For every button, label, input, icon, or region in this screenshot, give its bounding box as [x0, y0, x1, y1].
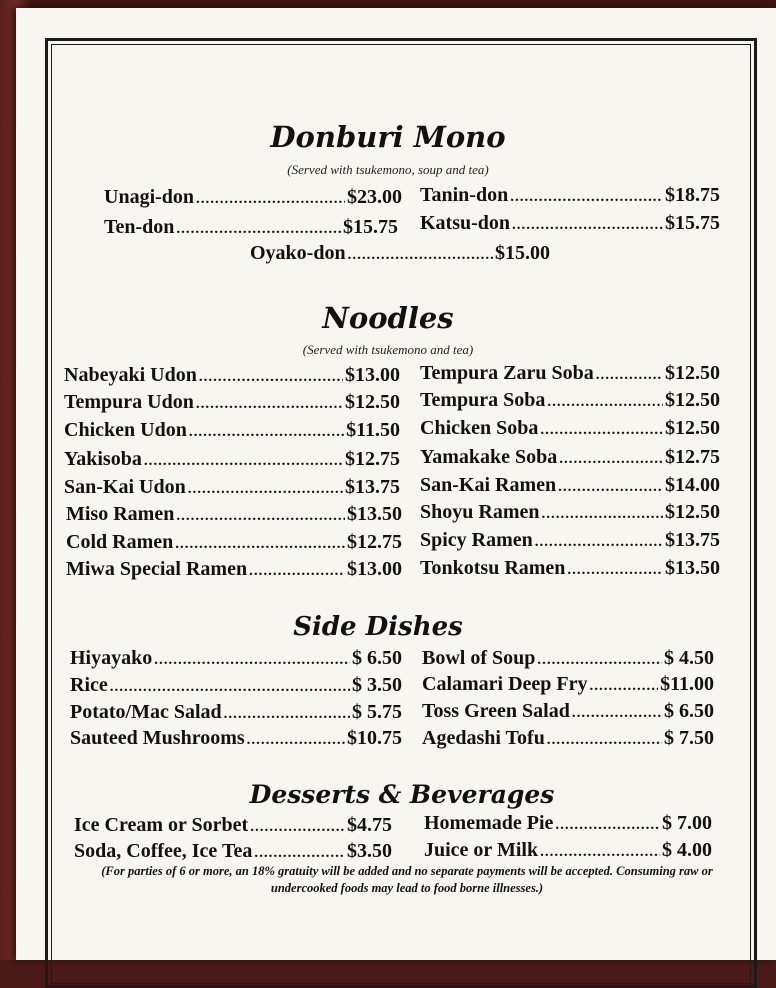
item-price: $15.75 [665, 212, 720, 234]
item-name: Katsu-don [420, 212, 511, 234]
item-price: $ 3.50 [352, 674, 402, 696]
item-name: San-Kai Udon [64, 476, 186, 498]
menu-item [74, 814, 392, 837]
item-price: $12.50 [345, 391, 400, 413]
item-name: Unagi-don [104, 186, 195, 208]
item-name: Tempura Soba [420, 389, 546, 411]
item-name: Nabeyaki Udon [64, 364, 197, 386]
dot-leader [199, 369, 343, 386]
menu-item [420, 362, 720, 385]
item-name: Tempura Udon [64, 391, 194, 413]
item-name: Miwa Special Ramen [66, 558, 248, 580]
item-name: Cold Ramen [66, 531, 174, 553]
section-title-donburi: Donburi Mono [270, 120, 506, 154]
item-price: $3.50 [347, 840, 392, 862]
dot-leader [541, 506, 663, 523]
item-price: $12.75 [345, 448, 400, 470]
section-title-desserts: Desserts & Beverages [249, 780, 555, 809]
item-price: $13.00 [345, 364, 400, 386]
item-price: $13.00 [347, 558, 402, 580]
item-price: $12.50 [665, 417, 720, 439]
menu-item [64, 391, 400, 414]
item-name: Calamari Deep Fry [422, 673, 588, 695]
dot-leader [247, 732, 345, 749]
menu-item [422, 647, 714, 670]
dot-leader [510, 189, 663, 206]
dot-leader [175, 536, 345, 553]
menu-item [64, 419, 400, 442]
menu-item [420, 389, 720, 412]
item-name: Agedashi Tofu [422, 727, 545, 749]
item-name: Miso Ramen [66, 503, 175, 525]
menu-item [422, 700, 714, 723]
item-name: Tonkotsu Ramen [420, 557, 566, 579]
item-price: $15.00 [495, 242, 550, 264]
item-name: San-Kai Ramen [420, 474, 557, 496]
menu-item [64, 476, 400, 499]
dot-leader [188, 481, 343, 498]
menu-item [70, 674, 402, 697]
dot-leader [189, 424, 344, 441]
item-price: $15.75 [343, 216, 398, 238]
menu-item [424, 839, 712, 862]
item-name: Soda, Coffee, Ice Tea [74, 840, 253, 862]
item-name: Sauteed Mushrooms [70, 727, 245, 749]
dot-leader [547, 732, 662, 749]
menu-item [420, 212, 720, 235]
menu-item [422, 673, 714, 696]
dot-leader [512, 217, 663, 234]
item-price: $ 5.75 [352, 701, 402, 723]
dot-leader [110, 679, 350, 696]
dot-leader [348, 247, 493, 264]
item-price: $ 4.50 [664, 647, 714, 669]
dot-leader [144, 453, 343, 470]
item-name: Juice or Milk [424, 839, 539, 861]
dot-leader [558, 479, 663, 496]
menu-item [104, 186, 402, 209]
item-price: $13.50 [665, 557, 720, 579]
item-price: $13.50 [347, 503, 402, 525]
item-price: $ 7.00 [662, 812, 712, 834]
item-name: Tempura Zaru Soba [420, 362, 594, 384]
menu-item [420, 417, 720, 440]
item-name: Ice Cream or Sorbet [74, 814, 249, 836]
section-title-noodles: Noodles [322, 301, 454, 335]
item-price: $ 4.00 [662, 839, 712, 861]
dot-leader [537, 652, 662, 669]
dot-leader [176, 508, 345, 525]
item-name: Yakisoba [64, 448, 142, 470]
item-price: $12.50 [665, 501, 720, 523]
menu-item [70, 727, 402, 750]
item-name: Homemade Pie [424, 812, 554, 834]
menu-item [420, 557, 720, 580]
item-name: Hiyayako [70, 647, 153, 669]
dot-leader [154, 652, 350, 669]
menu-item [64, 448, 400, 471]
section-note-noodles: (Served with tsukemono and tea) [302, 342, 474, 357]
menu-item [104, 216, 398, 239]
item-name: Spicy Ramen [420, 529, 533, 551]
dot-leader [254, 845, 345, 862]
section-note-donburi: (Served with tsukemono, soup and tea) [287, 162, 489, 177]
dot-leader [559, 451, 663, 468]
gratuity-disclaimer: (For parties of 6 or more, an 18% gratuity will be added and no separate payments will be accepted. Consuming raw or undercooked foods may lead to food borne illnesses.) [101, 864, 713, 895]
dot-leader [196, 396, 343, 413]
item-name: Chicken Soba [420, 417, 539, 439]
item-name: Ten-don [104, 216, 175, 238]
menu-item [74, 840, 392, 863]
item-price: $12.50 [665, 389, 720, 411]
item-price: $11.50 [346, 419, 400, 441]
menu-item [250, 242, 550, 265]
dot-leader [535, 534, 663, 551]
dot-leader [540, 422, 663, 439]
menu-item [420, 529, 720, 552]
item-price: $ 7.50 [664, 727, 714, 749]
menu-item [420, 184, 720, 207]
item-name: Rice [70, 674, 108, 696]
section-title-sides: Side Dishes [293, 612, 463, 642]
item-price: $12.75 [665, 446, 720, 468]
item-price: $14.00 [665, 474, 720, 496]
item-price: $4.75 [347, 814, 392, 836]
dot-leader [590, 678, 659, 695]
item-price: $10.75 [347, 727, 402, 749]
menu-item [66, 503, 402, 526]
item-price: $ 6.50 [664, 700, 714, 722]
item-price: $23.00 [347, 186, 402, 208]
item-price: $13.75 [665, 529, 720, 551]
item-name: Potato/Mac Salad [70, 701, 222, 723]
dot-leader [567, 562, 663, 579]
item-price: $12.75 [347, 531, 402, 553]
menu-item [64, 364, 400, 387]
menu-item [66, 531, 402, 554]
dot-leader [224, 706, 350, 723]
item-price: $13.75 [345, 476, 400, 498]
item-name: Toss Green Salad [422, 700, 570, 722]
dot-leader [249, 563, 345, 580]
item-price: $12.50 [665, 362, 720, 384]
menu-item [424, 812, 712, 835]
item-price: $ 6.50 [352, 647, 402, 669]
item-name: Tanin-don [420, 184, 509, 206]
dot-leader [540, 844, 660, 861]
dot-leader [596, 367, 663, 384]
dot-leader [555, 817, 660, 834]
dot-leader [176, 221, 341, 238]
menu-item [66, 558, 402, 581]
menu-item [420, 501, 720, 524]
item-price: $11.00 [660, 673, 714, 695]
item-name: Chicken Udon [64, 419, 187, 441]
dot-leader [547, 394, 663, 411]
item-price: $18.75 [665, 184, 720, 206]
dot-leader [572, 705, 662, 722]
menu-item [420, 474, 720, 497]
item-name: Shoyu Ramen [420, 501, 540, 523]
menu-item [70, 701, 402, 724]
menu-item [420, 446, 720, 469]
item-name: Bowl of Soup [422, 647, 536, 669]
menu-item [70, 647, 402, 670]
dot-leader [250, 819, 345, 836]
dot-leader [196, 191, 345, 208]
item-name: Yamakake Soba [420, 446, 558, 468]
menu-item [422, 727, 714, 750]
item-name: Oyako-don [250, 242, 346, 264]
